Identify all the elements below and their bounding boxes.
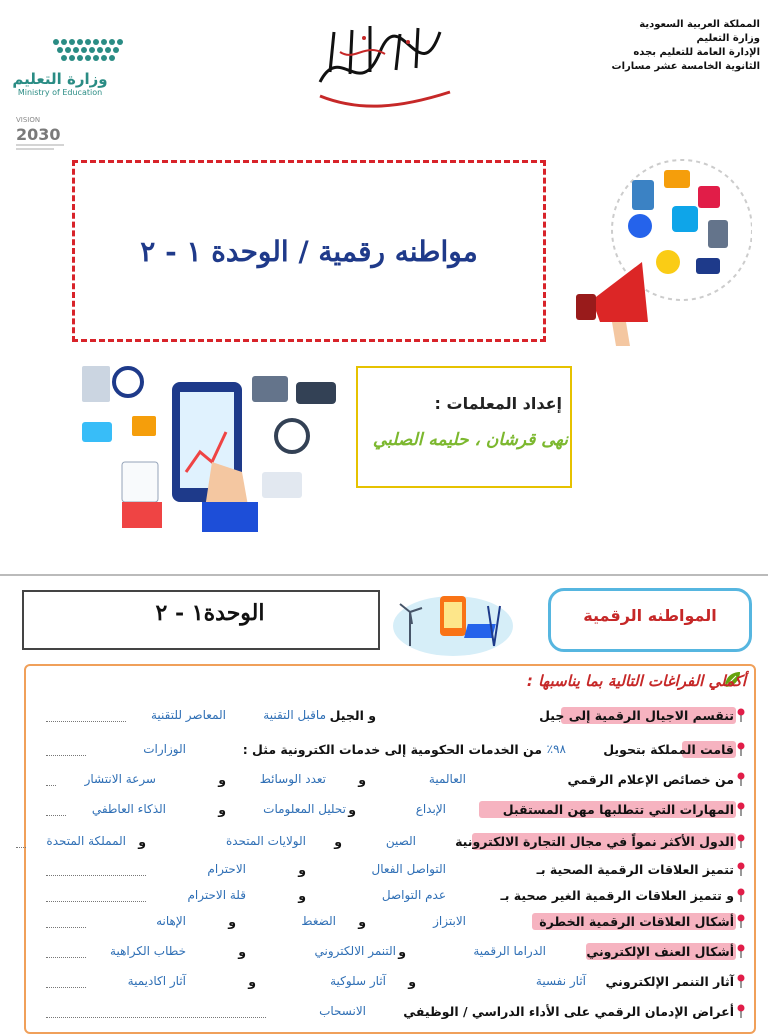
question-text: من خصائص الإعلام الرقمي [567,772,734,787]
answer-text: سرعة الانتشار [84,772,156,786]
teachers-frame [356,366,572,488]
pin-icon [736,772,746,786]
answer-text: الاحترام [207,862,246,876]
answer-text: المعاصر للتقنية [151,708,226,722]
question-row [30,830,746,856]
blank-line[interactable] [46,746,86,756]
question-text: المهارات التي تتطلبها مهن المستقبل [502,802,734,817]
answer-text: الانسحاب [319,1004,366,1018]
connector-text: و [358,772,366,787]
answer-text: عدم التواصل [381,888,446,902]
connector-text: و [138,834,146,849]
pin-icon [736,742,746,756]
ministry-line: الثانوية الخامسة عشر مسارات [611,61,760,72]
question-row [30,884,746,910]
pin-icon [736,974,746,988]
question-text: أشكال العلاقات الرقمية الخطرة [539,914,734,929]
answer-text: الدراما الرقمية [473,944,546,958]
answer-text: خطاب الكراهية [110,944,186,958]
answer-text: الوزارات [143,742,186,756]
question-text: و تتميز العلاقات الرقمية الغير صحية بـ [500,888,734,903]
teachers-names: نهى قرشان ، حليمه الصلبي [372,430,568,450]
tech-illustration-icon [62,352,342,532]
answer-text: التنمر الالكتروني [314,944,396,958]
question-text: قامت المملكة بتحويل [603,742,734,757]
blank-line[interactable] [46,866,146,876]
question-row [30,704,746,730]
pin-icon [736,944,746,958]
blank-line[interactable] [46,948,86,958]
basmala-calligraphy-icon [300,12,460,122]
answer-text: الذكاء العاطفي [91,802,166,816]
vision-label: VISION [16,116,41,124]
answer-text: تعدد الوسائط [259,772,326,786]
connector-text: و [218,802,226,817]
answer-text: الضغط [301,914,336,928]
question-row [30,970,746,996]
question-text: الدول الأكثر نمواً في مجال التجارة الالكترونية [455,834,734,849]
question-text: تتميز العلاقات الرقمية الصحية بـ [536,862,734,877]
connector-text: و [248,974,256,989]
question-row [30,858,746,884]
answer-text: الولايات المتحدة [225,834,306,848]
pin-icon [736,1004,746,1018]
topic-title: المواطنه الرقمية [583,606,717,625]
question-row [30,910,746,936]
blank-line[interactable] [46,1008,266,1018]
blank-line[interactable] [46,918,86,928]
question-row [30,738,746,764]
connector-text: و [228,914,236,929]
pin-icon [736,862,746,876]
connector-text: و [238,944,246,959]
pin-icon [736,802,746,816]
answer-text: الإهانه [156,914,186,928]
connector-text: و [218,772,226,787]
answer-text: الإبداع [415,802,446,816]
pin-icon [736,708,746,722]
question-text: آثار التنمر الإلكتروني [605,974,734,989]
question-row [30,798,746,824]
question-text: أشكال العنف الإلكتروني [586,944,734,959]
answer-text: العالمية [428,772,466,786]
digital-energy-illustration-icon [388,586,518,658]
connector-text: و [358,914,366,929]
ministry-line: الإدارة العامة للتعليم بجده [633,47,760,58]
teachers-label: إعداد المعلمات : [434,394,562,413]
answer-text: ماقبل التقنية [263,708,326,722]
connector-text: و [398,944,406,959]
blank-line[interactable] [46,978,86,988]
ministry-line: وزارة التعليم [696,33,760,44]
unit-title: الوحدة١ - ٢ [155,600,265,626]
page-divider [0,574,768,576]
blank-line[interactable] [46,776,56,786]
vision-year: 2030 [16,125,61,144]
connector-text: و [298,888,306,903]
connector-text: و الجيل [329,708,376,723]
answer-text: قلة الاحترام [187,888,246,902]
ministry-name-ar: وزارة التعليم [12,70,108,88]
answer-text: الصين [385,834,416,848]
answer-text: آثار اكاديمية [127,974,186,988]
question-row [30,1000,746,1026]
blank-line[interactable] [46,712,126,722]
vision-2030-logo [14,112,70,154]
answer-text: ٩٨٪ [546,742,566,756]
answer-text: التواصل الفعال [371,862,446,876]
answer-text: المملكة المتحدة [46,834,126,848]
answer-text: آثار نفسية [535,974,586,988]
connector-text: و [298,862,306,877]
answer-text: الابتزاز [433,914,466,928]
pin-icon [736,888,746,902]
blank-line[interactable] [46,892,146,902]
ministry-header [610,18,760,74]
connector-text: و [408,974,416,989]
ministry-line: المملكة العربية السعودية [639,19,760,30]
page-title: مواطنه رقمية / الوحدة ١ - ٢ [140,234,478,268]
question-row [30,940,746,966]
question-row [30,768,746,794]
megaphone-illustration-icon [572,150,752,350]
answer-text: تحليل المعلومات [263,802,346,816]
blank-line[interactable] [16,838,26,848]
connector-text: و [334,834,342,849]
blank-line[interactable] [46,806,66,816]
question-text: تنقسم الاجيال الرقمية إلى جيل [539,708,734,723]
answer-text: آثار سلوكية [330,974,386,988]
pin-icon [736,914,746,928]
ministry-name-en: Ministry of Education [17,88,103,97]
question-text: أعراض الإدمان الرقمي على الأداء الدراسي / الوظيفي [403,1004,734,1019]
instruction-text: أكملي الفراغات التالية بما يناسبها : [526,672,746,690]
pin-icon [736,834,746,848]
connector-text: و [348,802,356,817]
connector-text: من الخدمات الحكومية إلى خدمات الكترونية مثل : [242,742,542,757]
